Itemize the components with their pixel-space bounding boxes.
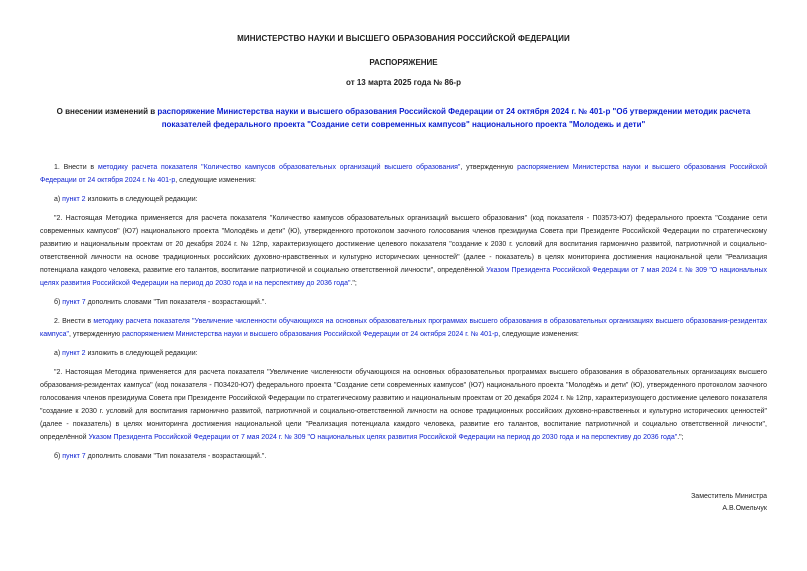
legal-reference-link[interactable]: методику расчета показателя "Увеличение численности обучающихся на основных образовательных программах высшего образования в образовательных организациях высшего образования-резидентах кампуса" [40,318,767,338]
text-run: изложить в следующей редакции: [85,196,198,203]
text-run: О внесении изменений в [56,107,158,116]
legal-reference-link[interactable]: распоряжение Министерства науки и высшего образования Российской Федерации от 24 октября 2024 г. № 401-р "Об утверждении методик расчета показателей федерального проекта "Создание сети современных кампусов" национального проекта "Молодежь и дети" [157,107,751,129]
paragraph [40,296,767,309]
document-type: РАСПОРЯЖЕНИЕ [369,58,438,67]
paragraph [40,315,767,341]
text-run: дополнить словами "Тип показателя - возрастающий.". [85,453,267,460]
legal-reference-link[interactable]: распоряжением Министерства науки и высшего образования Российской Федерации от 24 октября 2024 г. № 401-р [122,331,499,338]
legal-reference-link[interactable]: пункт 2 [62,196,86,203]
document-body [40,161,767,463]
legal-reference-link[interactable]: пункт 7 [62,453,86,460]
signature-block [40,491,767,515]
text-run: а) [54,350,63,357]
legal-reference-link[interactable]: методику расчета показателя "Количество кампусов образовательных организаций высшего образования" [97,164,461,171]
document-date-number: от 13 марта 2025 года № 86-р [346,78,461,87]
text-run: дополнить словами "Тип показателя - возрастающий.". [85,299,267,306]
text-run: ."; [677,434,684,441]
legal-reference-link[interactable]: распоряжением Министерства науки и высшего образования Российской Федерации от 24 октября 2024 г. № 401-р [40,164,768,184]
legal-reference-link[interactable]: Указом Президента Российской Федерации от 7 мая 2024 г. № 309 "О национальных целях развития Российской Федерации на период до 2030 года и на перспективу до 2036 года" [40,267,767,287]
legal-reference-link[interactable]: Указом Президента Российской Федерации от 7 мая 2024 г. № 309 "О национальных целях развития Российской Федерации на период до 2030 года и на перспективу до 2036 года" [88,434,678,441]
text-run: ."; [350,280,357,287]
legal-reference-link[interactable]: пункт 2 [62,350,86,357]
signatory-position: Заместитель Министра [691,493,767,500]
paragraph [40,161,767,187]
paragraph [40,347,767,360]
document-title [40,105,767,131]
paragraph [40,366,767,444]
text-run: 2. Внести в [54,318,94,325]
text-run: 1. Внести в [54,164,98,171]
text-run: , следующие изменения: [498,331,579,338]
text-run: б) [54,453,63,460]
text-run: а) [54,196,63,203]
text-run: , утвержденную [69,331,123,338]
text-run: б) [54,299,63,306]
text-run: "2. Настоящая Методика применяется для расчета показателя "Увеличение численности обучающихся на основных образовательных программах высшего образования в образовательных организациях высшего образования-резидентах кампуса" (код показателя - П03420-Ю7) федерального проекта "Создание сети современных кампусов" (Ю7) национального проекта "Молодёжь и дети" (Ю), утвержденного протоколом заочного голосования членов президиума Совета при Президенте Российской Федерации по стратегическому развитию и национальным проектам от 20 декабря 2024 г. № 12пр, характеризующего достижение целевого показателя "создание к 2030 г. условий для воспитания гармонично развитой, патриотичной и социально-ответственной личности на основе традиционных российских духовно-нравственных и культурно исторических ценностей" (далее - показатель) в целях мониторинга достижения национальной цели "Реализация потенциала каждого человека, развитие его талантов, воспитание патриотичной и социально ответственной личности", определённой [40,369,767,441]
text-run: , следующие изменения: [175,177,256,184]
paragraph [40,193,767,206]
legal-reference-link[interactable]: пункт 7 [62,299,86,306]
ministry-name: МИНИСТЕРСТВО НАУКИ И ВЫСШЕГО ОБРАЗОВАНИЯ РОССИЙСКОЙ ФЕДЕРАЦИИ [237,34,570,43]
text-run: изложить в следующей редакции: [85,350,198,357]
text-run: "2. Настоящая Методика применяется для расчета показателя "Количество кампусов образовательных организаций высшего образования" (код показателя - П03573-Ю7) федерального проекта "Создание сети современных кампусов" (Ю7) национального проекта "Молодёжь и дети" (Ю), утвержденного протоколом заочного голосования членов президиума Совета при Президенте Российской Федерации по стратегическому развитию и национальным проектам от 20 декабря 2024 г. № 12пр, характеризующего достижение целевого показателя "создание к 2030 г. условий для воспитания гармонично развитой, патриотичной и социально-ответственной личности на основе традиционных российских духовно-нравственных и культурно исторических ценностей" (далее - показатель) в целях мониторинга достижения национальной цели "Реализация потенциала каждого человека, развитие его талантов, воспитание патриотичной и социально ответственной личности", определённой [40,215,767,274]
signatory-name: А.В.Омельчук [722,505,767,512]
document-header [0,0,807,87]
text-run: , утвержденную [460,164,518,171]
paragraph [40,450,767,463]
paragraph [40,212,767,290]
